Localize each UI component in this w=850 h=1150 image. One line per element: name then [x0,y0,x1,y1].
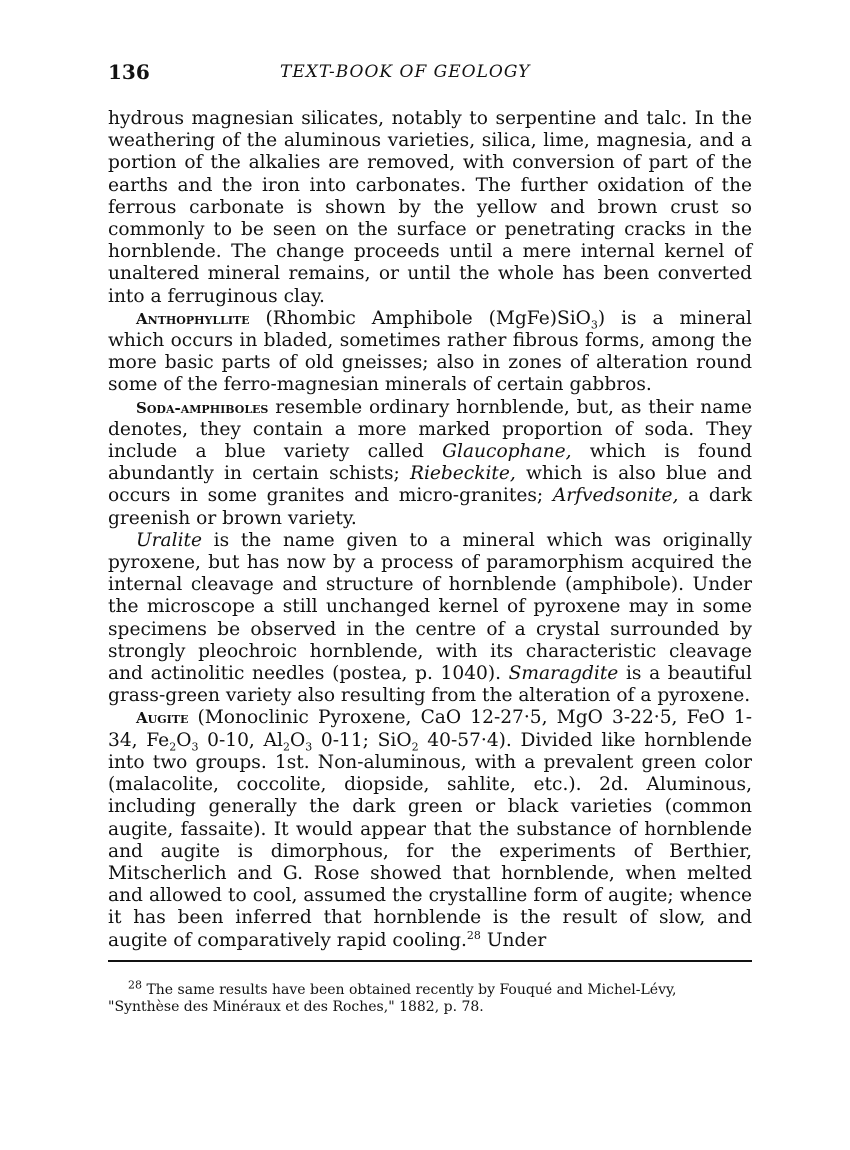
paragraph-soda-amphiboles [108,397,752,530]
footnote-reference[interactable]: 28 [466,928,481,942]
term-smaragdite: Smaragdite [508,663,619,685]
body-text [108,108,752,952]
term-riebeckite: Riebeckite, [409,463,516,485]
text-span: (Rhombic Amphibole (MgFe)SiO [249,307,591,329]
term-arfvedsonite: Arfvedsonite, [552,485,679,507]
subscript: 2 [411,740,419,754]
text-span: a dark greenish or brown variety. [108,485,752,529]
subscript: 2 [169,740,177,754]
footnote-text: The same results have been obtained recently by Fouqué and Michel-Lévy, "Synthèse des Minéraux et des Roches," 1882, p. 78. [108,981,677,1015]
text-span: Under [480,929,547,951]
text-span: is the name given to a mineral which was originally pyroxene, but has now by a process of paramorphism acquired the internal cleavage and structure of hornblende (amphibole). Under the microscope a still unchanged kernel of pyroxene may in some specimens be observed in the centre of a crystal surrounded by strongly pleochroic hornblende, with its characteristic cleavage and actinolitic needles (postea, p. 1040). [108,529,752,685]
term-soda-amphiboles: Soda-amphiboles [136,398,269,417]
paragraph-anthophyllite [108,308,752,397]
text-span: is a beautiful grass-green variety also resulting from the alteration of a pyroxene. [108,663,752,707]
paragraph-weathering: hydrous magnesian silicates, notably to serpentine and talc. In the weathering of the aluminous varieties, silica, lime, magnesia, and a portion of the alkalies are removed, with conversion of part of the earths and the iron into carbonates. The further oxidation of the ferrous carbonate is shown by the yellow and brown crust so commonly to be seen on the surface or penetrating cracks in the hornblende. The change proceeds until a mere internal kernel of unaltered mineral remains, or until the whole has been converted into a ferruginous clay. [108,108,752,307]
term-anthophyllite: Anthophyllite [136,309,250,328]
term-augite: Augite [136,709,189,728]
footnote-divider [108,960,752,962]
running-head [108,58,752,98]
footnote-marker: 28 [128,978,142,992]
subscript: 2 [282,740,290,754]
subscript: 3 [191,740,199,754]
running-title: TEXT-BOOK OF GEOLOGY [280,62,531,82]
term-glaucophane: Glaucophane, [442,441,572,463]
text-span: 0-10, Al [198,729,283,751]
text-span: 40-57·4). Divided like hornblende into two groups. 1st. Non-aluminous, with a prevalent green color (malacolite, coccolite, diopside, sahlite, etc.). 2d. Aluminous, including generally the dark green or black varieties (common augite, fassaite). It would appear that the substance of hornblende and augite is dimorphous, for the experiments of Berthier, Mitscherlich and G. Rose showed that hornblende, when melted and allowed to cool, assumed the crystalline form of augite; whence it has been inferred that hornblende is the result of slow, and augite of comparatively rapid cooling. [108,729,753,951]
page-number: 136 [108,60,150,84]
text-span: (Monoclinic Pyroxene, CaO 12-27·5, MgO 3-22·5, FeO 1-34, Fe [108,707,752,751]
text-span: ) is a mineral which occurs in bladed, sometimes rather fibrous forms, among the more basic parts of old gneisses; also in zones of alteration round some of the ferro-magnesian minerals of certain gabbros. [108,307,752,396]
footnote [108,978,752,1016]
term-uralite: Uralite [136,529,203,551]
text-span: O [176,729,192,751]
text-span: 0-11; SiO [312,729,412,751]
subscript: 3 [590,318,598,332]
book-page [108,58,752,1030]
text-span: which is also blue and occurs in some granites and micro-granites; [108,463,753,507]
text-span: which is found abundantly in certain schists; [108,441,752,485]
paragraph-augite [108,707,752,951]
text-span: O [289,729,306,751]
paragraph-uralite [108,530,752,708]
text-span: resemble ordinary hornblende, but, as their name denotes, they contain a more marked proportion of soda. They include a blue variety called [108,396,752,463]
subscript: 3 [305,740,313,754]
